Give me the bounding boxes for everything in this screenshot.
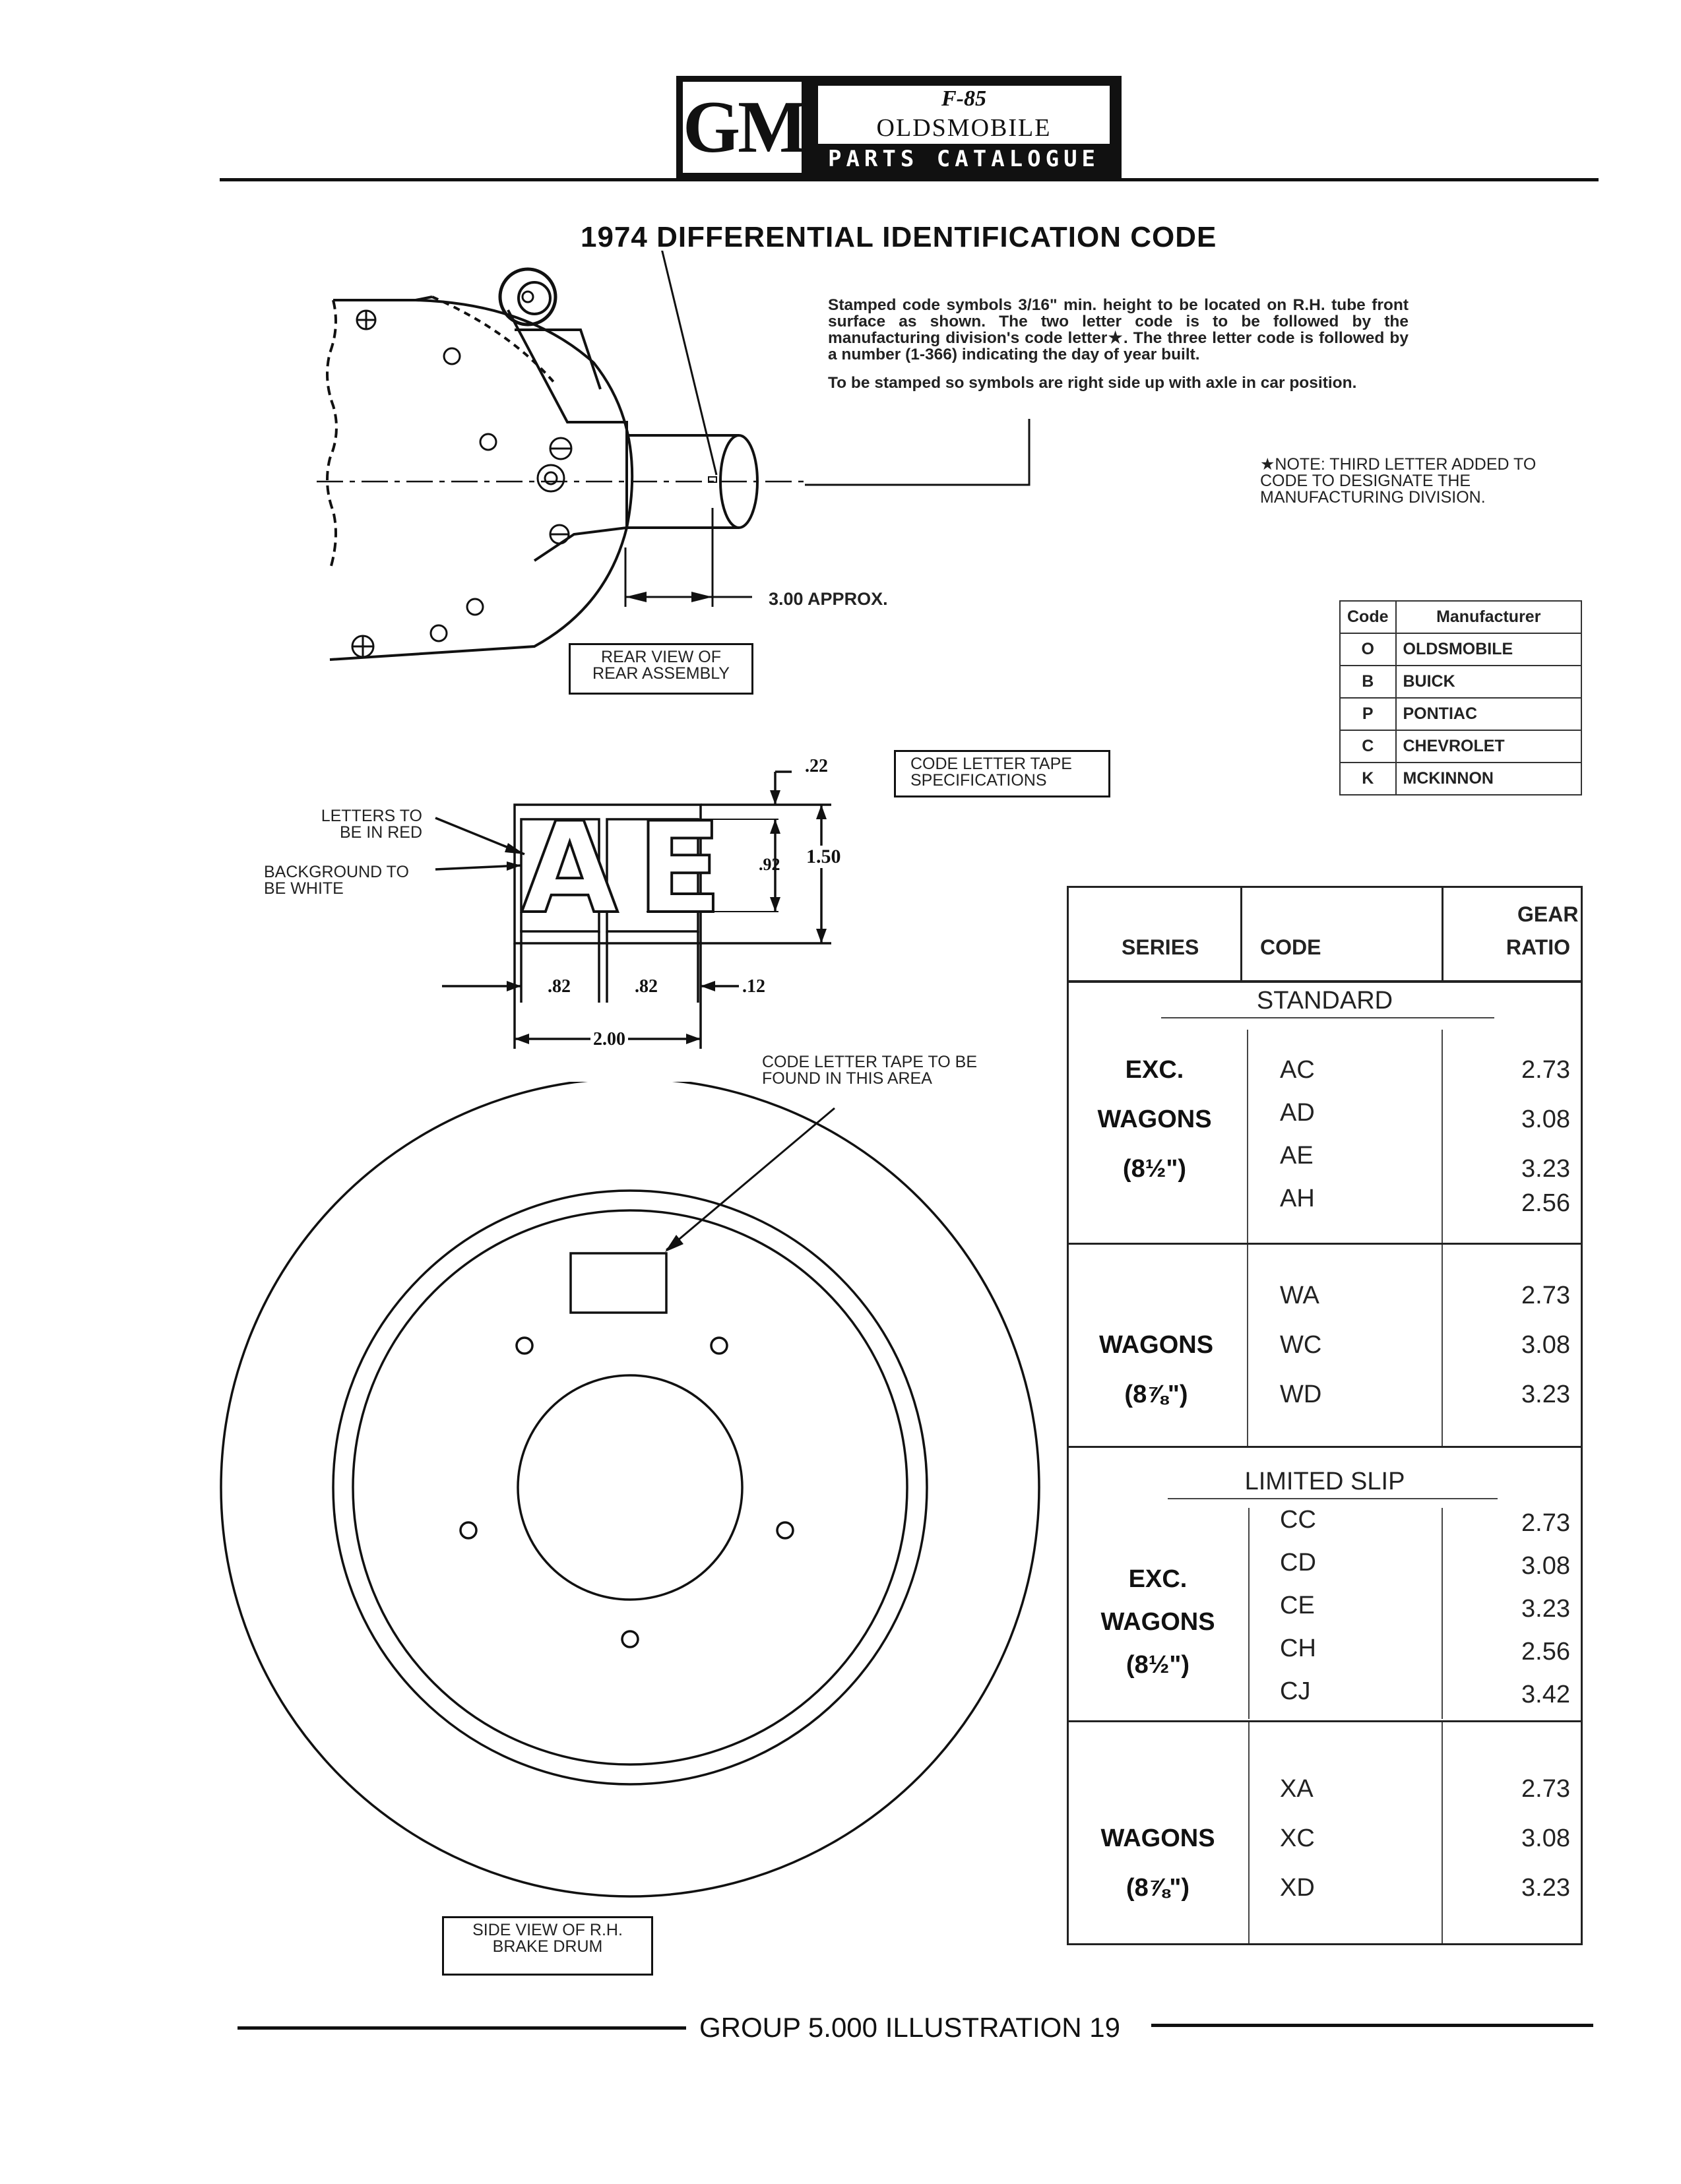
letters-red-label xyxy=(310,808,422,841)
gear-code: XC xyxy=(1280,1825,1315,1852)
gear-ratio: 2.73 xyxy=(1521,1282,1570,1309)
gear-code: WC xyxy=(1280,1331,1322,1359)
tape-spec-label-line-2: SPECIFICATIONS xyxy=(910,771,1047,790)
dim-top: .22 xyxy=(805,756,828,776)
series-label: (8⅞") xyxy=(1126,1874,1190,1902)
letters-red-line-2: BE IN RED xyxy=(339,823,422,842)
gear-code: AD xyxy=(1280,1099,1315,1127)
tape-spec-label-line-1: CODE LETTER TAPE xyxy=(910,755,1072,773)
footer-rule-right xyxy=(1151,2024,1593,2027)
table-row xyxy=(1340,730,1581,763)
series-label: EXC. xyxy=(1128,1565,1188,1593)
gear-ratio-table xyxy=(1067,886,1583,1945)
brand-name: OLDSMOBILE xyxy=(876,114,1052,142)
model-mark: F-85 xyxy=(941,86,986,111)
gear-ratio: 3.23 xyxy=(1521,1874,1570,1902)
mfg-code: O xyxy=(1340,633,1396,666)
series-label: (8⅞") xyxy=(1124,1381,1188,1408)
drum-label-line-1: SIDE VIEW OF R.H. xyxy=(472,1921,623,1939)
gm-logo: GM xyxy=(683,82,802,173)
gear-code: XA xyxy=(1280,1775,1314,1803)
gear-code: WA xyxy=(1280,1282,1319,1309)
table-row xyxy=(1340,763,1581,795)
standard-heading: STANDARD xyxy=(1256,987,1393,1014)
gear-ratio: 2.73 xyxy=(1521,1509,1570,1537)
mfg-name: OLDSMOBILE xyxy=(1396,633,1582,666)
tape-area-line-2: FOUND IN THIS AREA xyxy=(762,1069,932,1088)
background-white-line-1: BACKGROUND TO xyxy=(264,863,409,881)
gear-code: AH xyxy=(1280,1185,1315,1212)
gear-ratio: 2.56 xyxy=(1521,1189,1570,1217)
gear-ratio: 3.23 xyxy=(1521,1381,1570,1408)
brake-drum-drawing xyxy=(211,1082,1069,1939)
header-ratio: RATIO xyxy=(1506,935,1570,959)
mfg-header-code: Code xyxy=(1340,601,1396,633)
series-label: WAGONS xyxy=(1100,1825,1215,1852)
catalogue-label: PARTS CATALOGUE xyxy=(827,146,1100,172)
mfg-name: CHEVROLET xyxy=(1396,730,1582,763)
approx-dimension: 3.00 APPROX. xyxy=(769,589,888,609)
mfg-name: PONTIAC xyxy=(1396,698,1582,730)
mfg-name: BUICK xyxy=(1396,666,1582,698)
gear-code: AE xyxy=(1280,1142,1314,1170)
dim-letter-width-1: .82 xyxy=(548,976,571,997)
gear-code: CD xyxy=(1280,1549,1316,1576)
gear-code: CJ xyxy=(1280,1677,1311,1705)
footer-caption: GROUP 5.000 ILLUSTRATION 19 xyxy=(699,2012,1121,2043)
header-series: SERIES xyxy=(1122,935,1199,959)
drum-label-line-2: BRAKE DRUM xyxy=(492,1937,603,1956)
gear-ratio: 3.08 xyxy=(1521,1552,1570,1580)
gear-ratio: 2.56 xyxy=(1521,1638,1570,1666)
gear-code: CH xyxy=(1280,1635,1316,1662)
mfg-code: K xyxy=(1340,763,1396,795)
header-gear: GEAR xyxy=(1517,902,1579,926)
manufacturer-table xyxy=(1339,600,1582,796)
sample-code-letters: AE xyxy=(521,796,741,941)
series-label: WAGONS xyxy=(1100,1608,1215,1636)
drum-view-label-box xyxy=(442,1916,653,1976)
gear-code: XD xyxy=(1280,1874,1315,1902)
tape-area-line-1: CODE LETTER TAPE TO BE xyxy=(762,1053,978,1071)
mfg-code: P xyxy=(1340,698,1396,730)
mfg-header-manufacturer: Manufacturer xyxy=(1396,601,1582,633)
series-label: EXC. xyxy=(1125,1056,1184,1084)
gear-ratio: 3.42 xyxy=(1521,1681,1570,1708)
gear-ratio: 3.08 xyxy=(1521,1106,1570,1133)
series-label: (8½") xyxy=(1126,1651,1190,1679)
dim-tape-width: 2.00 xyxy=(590,1029,628,1050)
rear-view-label-line-2: REAR ASSEMBLY xyxy=(592,664,730,683)
gear-code: WD xyxy=(1280,1381,1322,1408)
dim-margin: .12 xyxy=(742,976,765,997)
series-label: (8½") xyxy=(1122,1155,1187,1183)
gear-code: CC xyxy=(1280,1506,1316,1534)
instruction-paragraph-2: To be stamped so symbols are right side up with axle in car position. xyxy=(828,374,1357,392)
series-label: WAGONS xyxy=(1097,1106,1212,1133)
tape-area-label xyxy=(762,1054,977,1087)
footer-rule-left xyxy=(238,2026,686,2030)
header-code: CODE xyxy=(1260,935,1321,959)
gear-code: CE xyxy=(1280,1592,1315,1619)
dim-tape-height: 1.50 xyxy=(806,846,841,867)
gear-ratio: 2.73 xyxy=(1521,1775,1570,1803)
limited-slip-heading: LIMITED SLIP xyxy=(1244,1468,1405,1495)
star-note: ★NOTE: THIRD LETTER ADDED TO CODE TO DESIGNATE THE MANUFACTURING DIVISION. xyxy=(1260,455,1537,507)
gear-code: AC xyxy=(1280,1056,1315,1084)
gear-ratio: 3.23 xyxy=(1521,1155,1570,1183)
background-white-line-2: BE WHITE xyxy=(264,879,344,898)
gear-ratio: 2.73 xyxy=(1521,1056,1570,1084)
dim-letter-width-2: .82 xyxy=(635,976,658,997)
instruction-paragraph-1: Stamped code symbols 3/16" min. height to be located on R.H. tube front surface as shown. The two letter code is to be followed by the manufacturing division's code letter★. The three letter code is followed by a number (1-366) indicating the day of year built. xyxy=(828,296,1409,363)
mfg-code: C xyxy=(1340,730,1396,763)
table-row xyxy=(1340,698,1581,730)
header-rule xyxy=(220,178,1599,181)
page-title: 1974 DIFFERENTIAL IDENTIFICATION CODE xyxy=(581,221,1217,253)
background-white-label xyxy=(264,864,409,897)
rear-view-label-box xyxy=(569,643,753,695)
tape-spec-label-box xyxy=(894,750,1110,797)
table-row xyxy=(1340,633,1581,666)
table-row xyxy=(1340,666,1581,698)
manufacturer-header-row xyxy=(1340,601,1581,633)
gear-ratio: 3.08 xyxy=(1521,1331,1570,1359)
gear-ratio: 3.23 xyxy=(1521,1595,1570,1623)
mfg-name: MCKINNON xyxy=(1396,763,1582,795)
series-label: WAGONS xyxy=(1098,1331,1214,1359)
dim-letter-height: .92 xyxy=(759,855,780,874)
letters-red-line-1: LETTERS TO xyxy=(321,807,422,825)
mfg-code: B xyxy=(1340,666,1396,698)
rear-view-label-line-1: REAR VIEW OF xyxy=(601,648,721,666)
gear-ratio: 3.08 xyxy=(1521,1825,1570,1852)
